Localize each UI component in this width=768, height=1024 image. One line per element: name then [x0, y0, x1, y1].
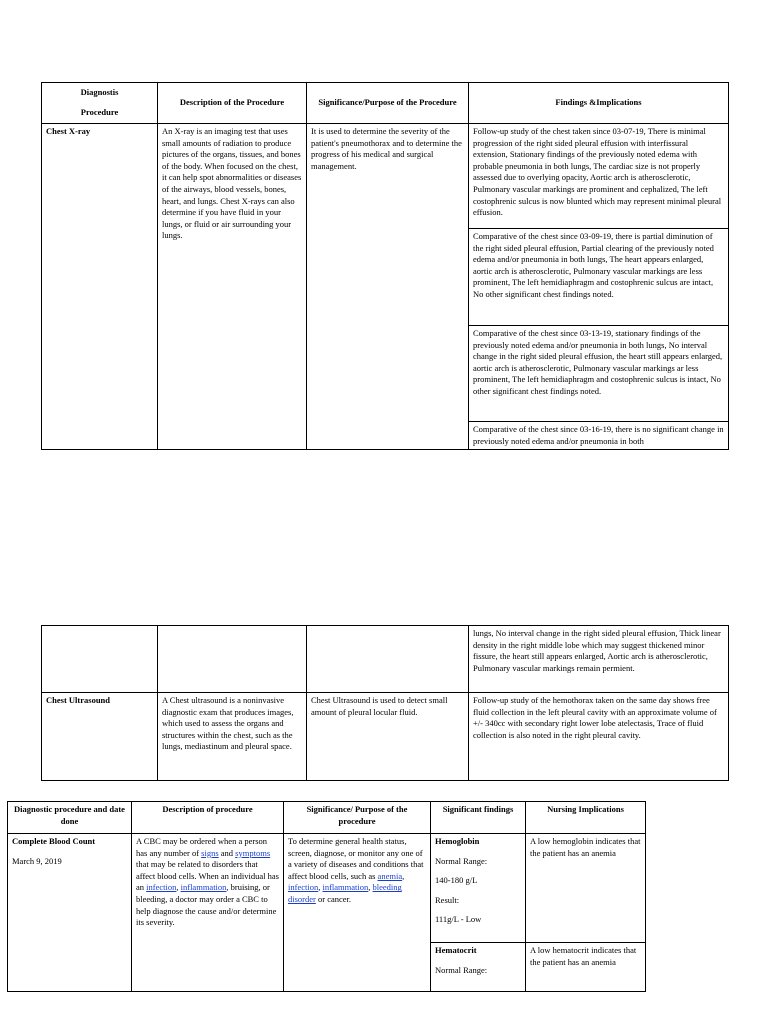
lab-table	[7, 801, 646, 992]
hemoglobin-findings	[431, 834, 526, 943]
hemoglobin-implication: A low hemoglobin indicates that the patient has an anemia	[526, 834, 646, 943]
finding-continuation: lungs, No interval change in the right sided pleural effusion, Thick linear density in the right middle lobe which may suggest thickened minor fissure, the heart still appears enlarged, Aortic arch is atherosclerotic, Pulmonary vascular markings remain permient.	[469, 626, 729, 693]
procedure-name-chest-xray: Chest X-ray	[42, 124, 158, 450]
signs-link[interactable]: signs	[201, 847, 219, 858]
hematocrit-title: Hematocrit	[435, 945, 477, 955]
sig-text: or cancer.	[315, 893, 352, 904]
procedure-name-cbc: Complete Blood Count	[12, 836, 96, 846]
diagnostic-table-1	[41, 82, 729, 450]
header-significance: Significance/Purpose of the Procedure	[307, 83, 469, 124]
header-diagnostic-procedure	[42, 83, 158, 124]
infection-link[interactable]: infection	[288, 882, 319, 893]
procedure-significance: Chest Ultrasound is used to detect small amount of pleural locular fluid.	[307, 693, 469, 781]
procedure-description: An X-ray is an imaging test that uses small amounts of radiation to produce pictures of the organs, tissues, and bones of the body. When focused on the chest, it can help spot abnormalities or diseases of the airways, blood vessels, bones, heart, and lungs. Chest X-rays can also determine if you have fluid in your lungs, or fluid or air surrounding your lungs.	[158, 124, 307, 450]
header-diag-line2: Procedure	[80, 107, 119, 117]
procedure-description: A Chest ultrasound is a noninvasive diagnostic exam that produces images, which used to assess the organs and structures within the chest, such as the lungs, mediastinum and pleural space.	[158, 693, 307, 781]
procedure-name-chest-ultrasound: Chest Ultrasound	[42, 693, 158, 781]
header-significance: Significance/ Purpose of the procedure	[284, 802, 431, 834]
header-description: Description of procedure	[132, 802, 284, 834]
header-significant-findings: Significant findings	[431, 802, 526, 834]
empty-cell	[158, 626, 307, 693]
finding-entry: Comparative of the chest since 03-16-19, there is no significant change in previously noted edema and/or pneumonia in both	[469, 422, 729, 450]
normal-range-value: 140-180 g/L	[435, 875, 478, 886]
normal-range-label: Normal Range:	[435, 855, 488, 866]
hematocrit-implication: A low hematocrit indicates that the patient has an anemia	[526, 943, 646, 992]
header-diag-line1: Diagnostis	[80, 87, 119, 98]
header-description: Description of the Procedure	[158, 83, 307, 124]
header-diagnostic-procedure-date: Diagnostic procedure and date done	[8, 802, 132, 834]
procedure-date: March 9, 2019	[12, 855, 62, 866]
bleeding-disorder-link[interactable]: bleeding disorder	[288, 882, 402, 904]
hemoglobin-title: Hemoglobin	[435, 836, 480, 846]
procedure-description	[132, 834, 284, 992]
hematocrit-findings	[431, 943, 526, 992]
sig-text: ,	[402, 870, 405, 881]
empty-cell	[42, 626, 158, 693]
inflammation-link[interactable]: inflammation	[180, 882, 227, 893]
desc-text: and	[218, 847, 236, 858]
result-value: 111g/L - Low	[435, 914, 482, 925]
procedure-significance	[284, 834, 431, 992]
sig-text: ,	[368, 882, 373, 893]
sig-text: To determine general health status, screen, diagnose, or monitor any one of a variety of diseases and conditions that affect blood cells, such as	[288, 836, 424, 881]
desc-text: that may be related to disorders that affect blood cells. When an individual has an	[136, 859, 279, 893]
sig-text: ,	[318, 882, 323, 893]
result-label: Result:	[435, 894, 460, 905]
finding-entry: Follow-up study of the chest taken since 03-07-19, There is minimal progression of the right sided pleural effusion with interfissural extension, Stationary findings of the previously noted edema with probable pneumonia in both lungs, The cardiac size is not properly assessed due to overlying opacity, Aortic arch is atherosclerotic, Pulmonary vascular markings are prominent and cephalized, The left costophrenic sulcus is now blunted which may represent minimal pleural effusion.	[469, 124, 729, 229]
header-nursing-implications: Nursing Implications	[526, 802, 646, 834]
normal-range-label: Normal Range:	[435, 964, 488, 975]
procedure-significance: It is used to determine the severity of the patient's pneumothorax and to determine the progress of his medical and surgical management.	[307, 124, 469, 450]
symptoms-link[interactable]: symptoms	[235, 847, 271, 858]
empty-cell	[307, 626, 469, 693]
anemia-link[interactable]: anemia	[377, 870, 403, 881]
desc-text: ,	[176, 882, 181, 893]
finding-entry: Comparative of the chest since 03-13-19, stationary findings of the previously noted edema and/or pneumonia in both lungs, No interval change in the right sided pleural effusion, the heart still appears enlarged, aortic arch is atherosclerotic, Pulmonary vascular markings ar less prominent, The left hemidiaphragm and costophrenic sulcus is intact, No other significant chest findings noted.	[469, 326, 729, 422]
finding-entry: Comparative of the chest since 03-09-19, there is partial diminution of the right sided pleural effusion, Partial clearing of the previously noted edema and/or pneumonia in both lungs, The heart appears enlarged, aortic arch is atherosclerotic, Pulmonary vascular markings are less prominent, The left hemidiaphragm and costophrenic sulcus are intact, No other significant chest findings noted.	[469, 229, 729, 326]
desc-text: , bruising, or bleeding, a doctor may order a CBC to help diagnose the cause and/or determine its severity.	[136, 882, 277, 928]
procedure-cell-cbc	[8, 834, 132, 992]
desc-text: A CBC may be ordered when a person has any number of	[136, 836, 268, 858]
infection-link[interactable]: infection	[146, 882, 177, 893]
inflammation-link[interactable]: inflammation	[322, 882, 369, 893]
finding-entry: Follow-up study of the hemothorax taken on the same day shows free fluid collection in the left pleural cavity with an approximate volume of +/- 340cc with secondary right lower lobe atelectasis, Trace of fluid collection is also noted in the right pleural cavity.	[469, 693, 729, 781]
diagnostic-table-2	[41, 625, 729, 781]
header-findings: Findings &Implications	[469, 83, 729, 124]
